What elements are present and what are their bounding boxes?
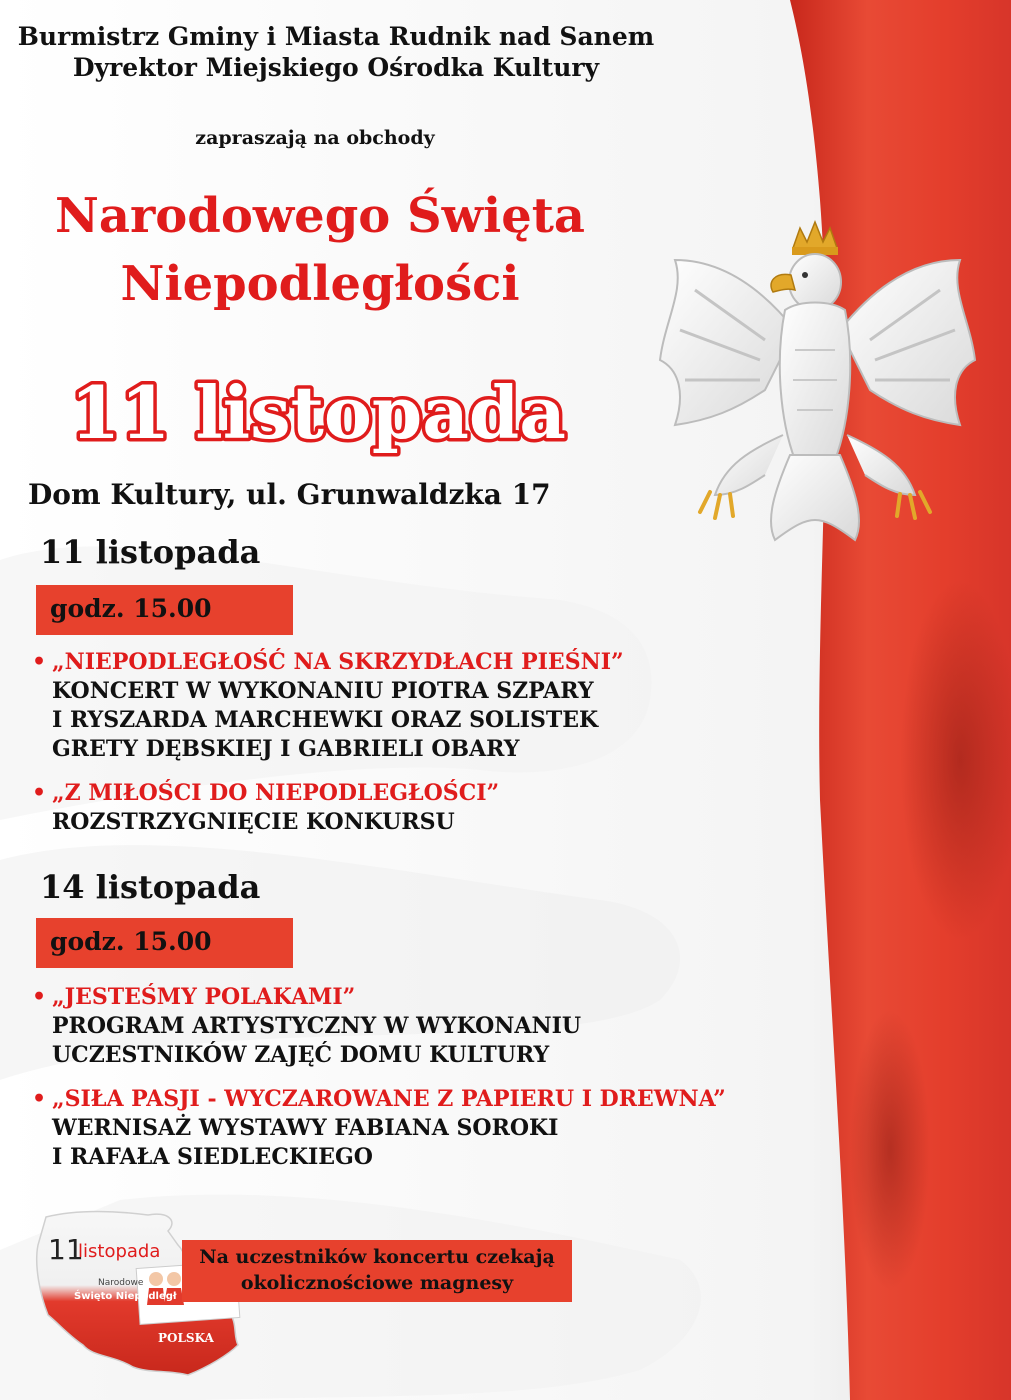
logo-number: 11: [48, 1233, 84, 1266]
day-1-time: godz. 15.00: [50, 594, 212, 623]
logo-caption-1: Narodowe: [98, 1278, 144, 1288]
invitation-text: zapraszają na obchody: [195, 127, 435, 149]
event-desc-line: WERNISAŻ WYSTAWY FABIANA SOROKI: [52, 1115, 559, 1141]
event-desc-line: GRETY DĘBSKIEJ I GABRIELI OBARY: [52, 736, 520, 762]
logo-caption-2: Święto Niepodległ: [74, 1291, 177, 1302]
bullet-dot-icon: •: [32, 649, 47, 675]
bullet-dot-icon: •: [32, 1086, 47, 1112]
bullet-dot-icon: •: [32, 984, 47, 1010]
title-line-2: Niepodległości: [120, 256, 520, 312]
magnets-line-1: Na uczestników koncertu czekają: [199, 1246, 555, 1268]
organizer-line-2: Dyrektor Miejskiego Ośrodka Kultury: [72, 53, 600, 82]
event-title: „JESTEŚMY POLAKAMI”: [52, 984, 356, 1010]
event-desc-line: I RAFAŁA SIEDLECKIEGO: [52, 1144, 373, 1170]
event-desc-line: PROGRAM ARTYSTYCZNY W WYKONANIU: [52, 1013, 582, 1039]
organizer-line-1: Burmistrz Gminy i Miasta Rudnik nad Sanem: [17, 22, 655, 51]
event-item: [32, 779, 792, 837]
event-title: „NIEPODLEGŁOŚĆ NA SKRZYDŁACH PIEŚNI”: [52, 649, 624, 675]
title-line-1: Narodowego Święta: [54, 188, 586, 244]
event-desc-line: ROZSTRZYGNIĘCIE KONKURSU: [52, 809, 455, 835]
event-item: [32, 1085, 792, 1172]
event-item: [32, 983, 792, 1070]
logo-month: listopada: [78, 1241, 161, 1262]
event-title: „Z MIŁOŚCI DO NIEPODLEGŁOŚCI”: [52, 780, 500, 806]
event-desc-line: I RYSZARDA MARCHEWKI ORAZ SOLISTEK: [52, 707, 599, 733]
main-date: [50, 360, 590, 460]
bullet-dot-icon: •: [32, 780, 47, 806]
day-1-date: 11 listopada: [40, 533, 261, 571]
event-desc-line: UCZESTNIKÓW ZAJĘĆ DOMU KULTURY: [52, 1042, 550, 1068]
day-2-time-box: [36, 918, 293, 968]
event-item: [32, 648, 792, 764]
day-2-time: godz. 15.00: [50, 927, 212, 956]
main-date-text: 11 listopada: [70, 370, 566, 455]
magnets-line-2: okolicznościowe magnesy: [240, 1272, 514, 1294]
day-1-time-box: [36, 585, 293, 635]
magnets-notice: [182, 1240, 572, 1302]
event-title: „SIŁA PASJI - WYCZAROWANE Z PAPIERU I DREWNA”: [52, 1086, 726, 1112]
logo-country: POLSKA: [158, 1331, 214, 1345]
day-2-date: 14 listopada: [40, 868, 261, 906]
event-desc-line: KONCERT W WYKONANIU PIOTRA SZPARY: [52, 678, 594, 704]
venue-address: Dom Kultury, ul. Grunwaldzka 17: [28, 478, 551, 511]
